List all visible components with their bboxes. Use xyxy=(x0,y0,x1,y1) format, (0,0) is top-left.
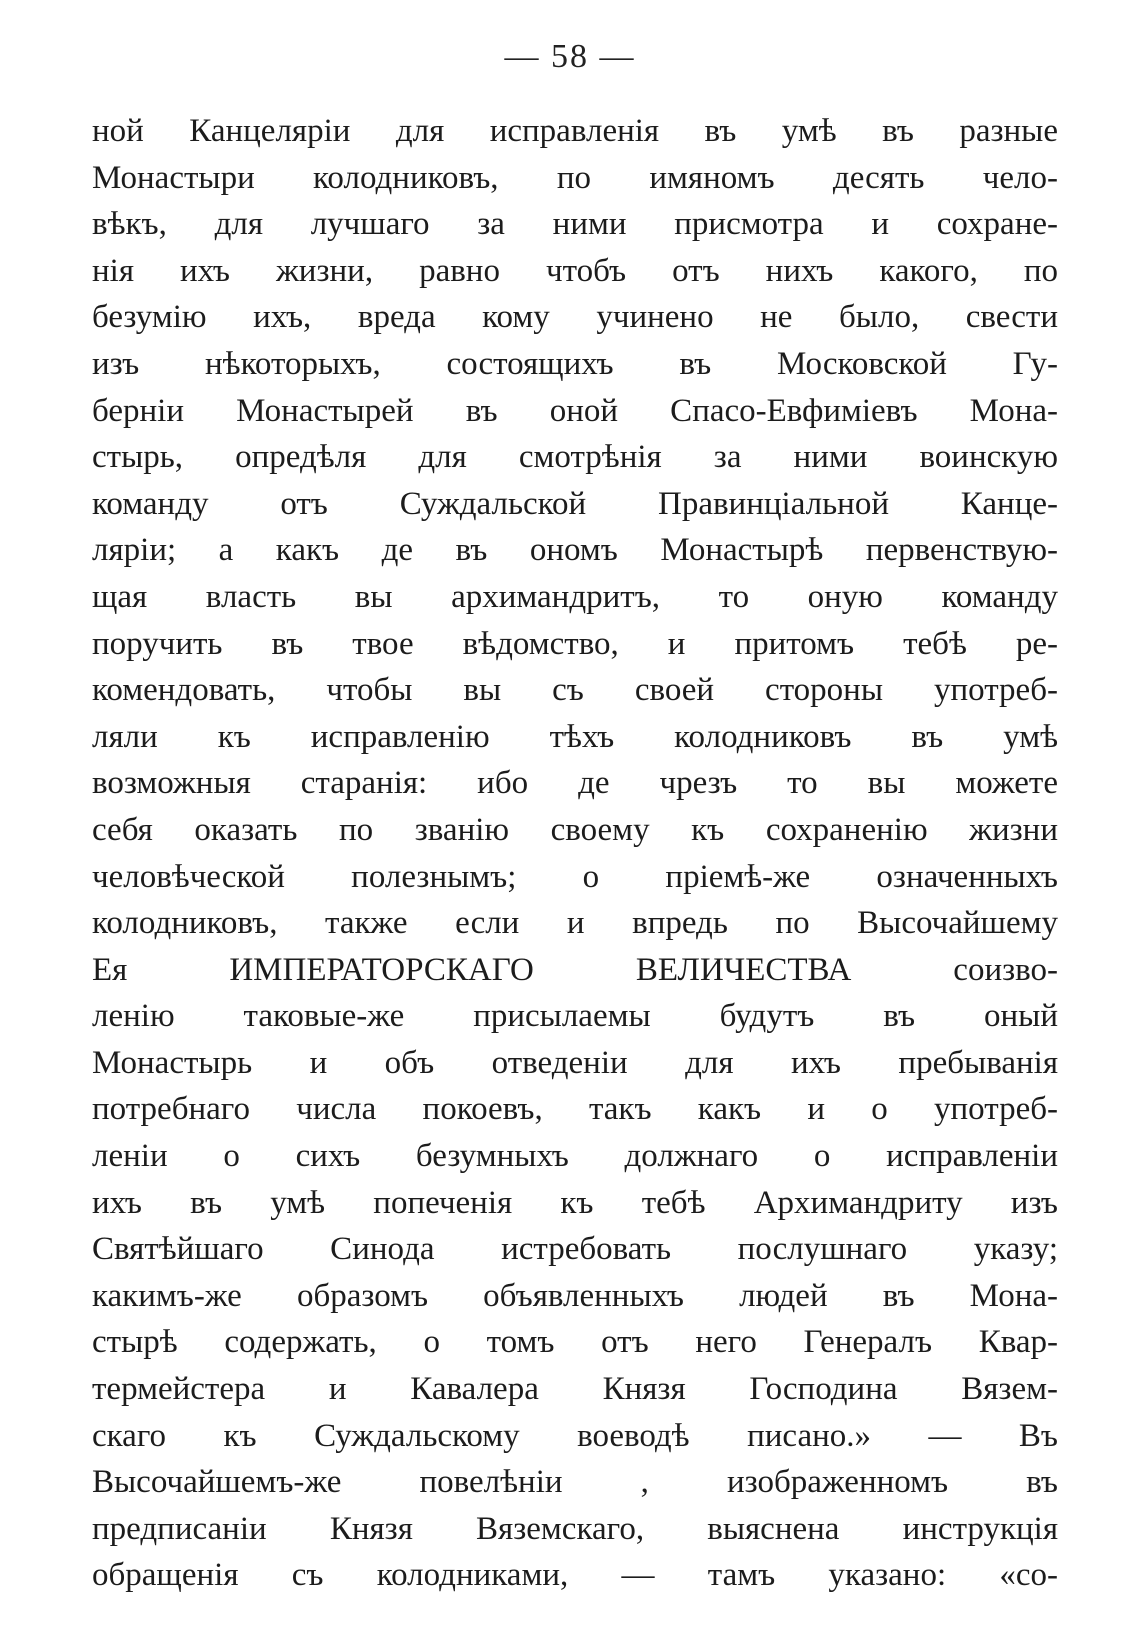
text-line: берніи Монастырей въ оной Спасо-Евфиміевъ Мона- xyxy=(92,392,1058,429)
text-line: скаго къ Суждальскому воеводѣ писано.» — Въ xyxy=(92,1417,1058,1454)
text-line: Ея ИМПЕРАТОРСКАГО ВЕЛИЧЕСТВА соизво- xyxy=(92,951,1058,988)
text-line: обращенія съ колодниками, — тамъ указано: «со- xyxy=(92,1557,1058,1594)
page-body-text xyxy=(92,108,1058,1599)
text-line: изъ нѣкоторыхъ, состоящихъ въ Московской Гу- xyxy=(92,345,1058,382)
text-line: безумію ихъ, вреда кому учинено не было, свести xyxy=(92,299,1058,336)
text-line: ихъ въ умѣ попеченія къ тебѣ Архимандриту изъ xyxy=(92,1184,1058,1221)
text-line: Высочайшемъ-же повелѣніи , изображенномъ въ xyxy=(92,1464,1058,1501)
text-line: человѣческой полезнымъ; о пріемѣ-же означенныхъ xyxy=(92,858,1058,895)
text-line: Монастыри колодниковъ, по имяномъ десять чело- xyxy=(92,159,1058,196)
text-line: предписаніи Князя Вяземскаго, выяснена инструкція xyxy=(92,1510,1058,1547)
text-line: стырѣ содержать, о томъ отъ него Генералъ Квар- xyxy=(92,1324,1058,1361)
text-line: ной Канцеляріи для исправленія въ умѣ въ разные xyxy=(92,113,1058,149)
text-line: стырь, опредѣля для смотрѣнія за ними воинскую xyxy=(92,439,1058,476)
text-line: вѣкъ, для лучшаго за ними присмотра и сохране- xyxy=(92,206,1058,243)
text-line: щая власть вы архимандритъ, то оную команду xyxy=(92,578,1058,615)
text-line: леніи о сихъ безумныхъ должнаго о исправленіи xyxy=(92,1138,1058,1175)
text-line: Святѣйшаго Синода истребовать послушнаго указу; xyxy=(92,1231,1058,1268)
text-line: нія ихъ жизни, равно чтобъ отъ нихъ какого, по xyxy=(92,252,1058,289)
page-number: — 58 — xyxy=(504,38,636,75)
text-line: Монастырь и объ отведеніи для ихъ пребыванія xyxy=(92,1044,1058,1081)
text-line: потребнаго числа покоевъ, такъ какъ и о употреб- xyxy=(92,1091,1058,1128)
text-line: возможныя старанія: ибо де чрезъ то вы можете xyxy=(92,765,1058,802)
text-line: колодниковъ, также если и впредь по Высочайшему xyxy=(92,905,1058,942)
text-line: команду отъ Суждальской Правинціальной Канце- xyxy=(92,485,1058,522)
text-line: себя оказать по званію своему къ сохраненію жизни xyxy=(92,811,1058,848)
text-line: ляли къ исправленію тѣхъ колодниковъ въ умѣ xyxy=(92,718,1058,755)
text-line: комендовать, чтобы вы съ своей стороны употреб- xyxy=(92,672,1058,709)
text-line: ленію таковые-же присылаемы будутъ въ оный xyxy=(92,998,1058,1035)
text-line: термейстера и Кавалера Князя Господина Вязем- xyxy=(92,1371,1058,1408)
text-line: ляріи; а какъ де въ ономъ Монастырѣ первенствую- xyxy=(92,532,1058,569)
text-line: какимъ-же образомъ объявленныхъ людей въ Мона- xyxy=(92,1277,1058,1314)
text-line: поручить въ твое вѣдомство, и притомъ тебѣ ре- xyxy=(92,625,1058,662)
